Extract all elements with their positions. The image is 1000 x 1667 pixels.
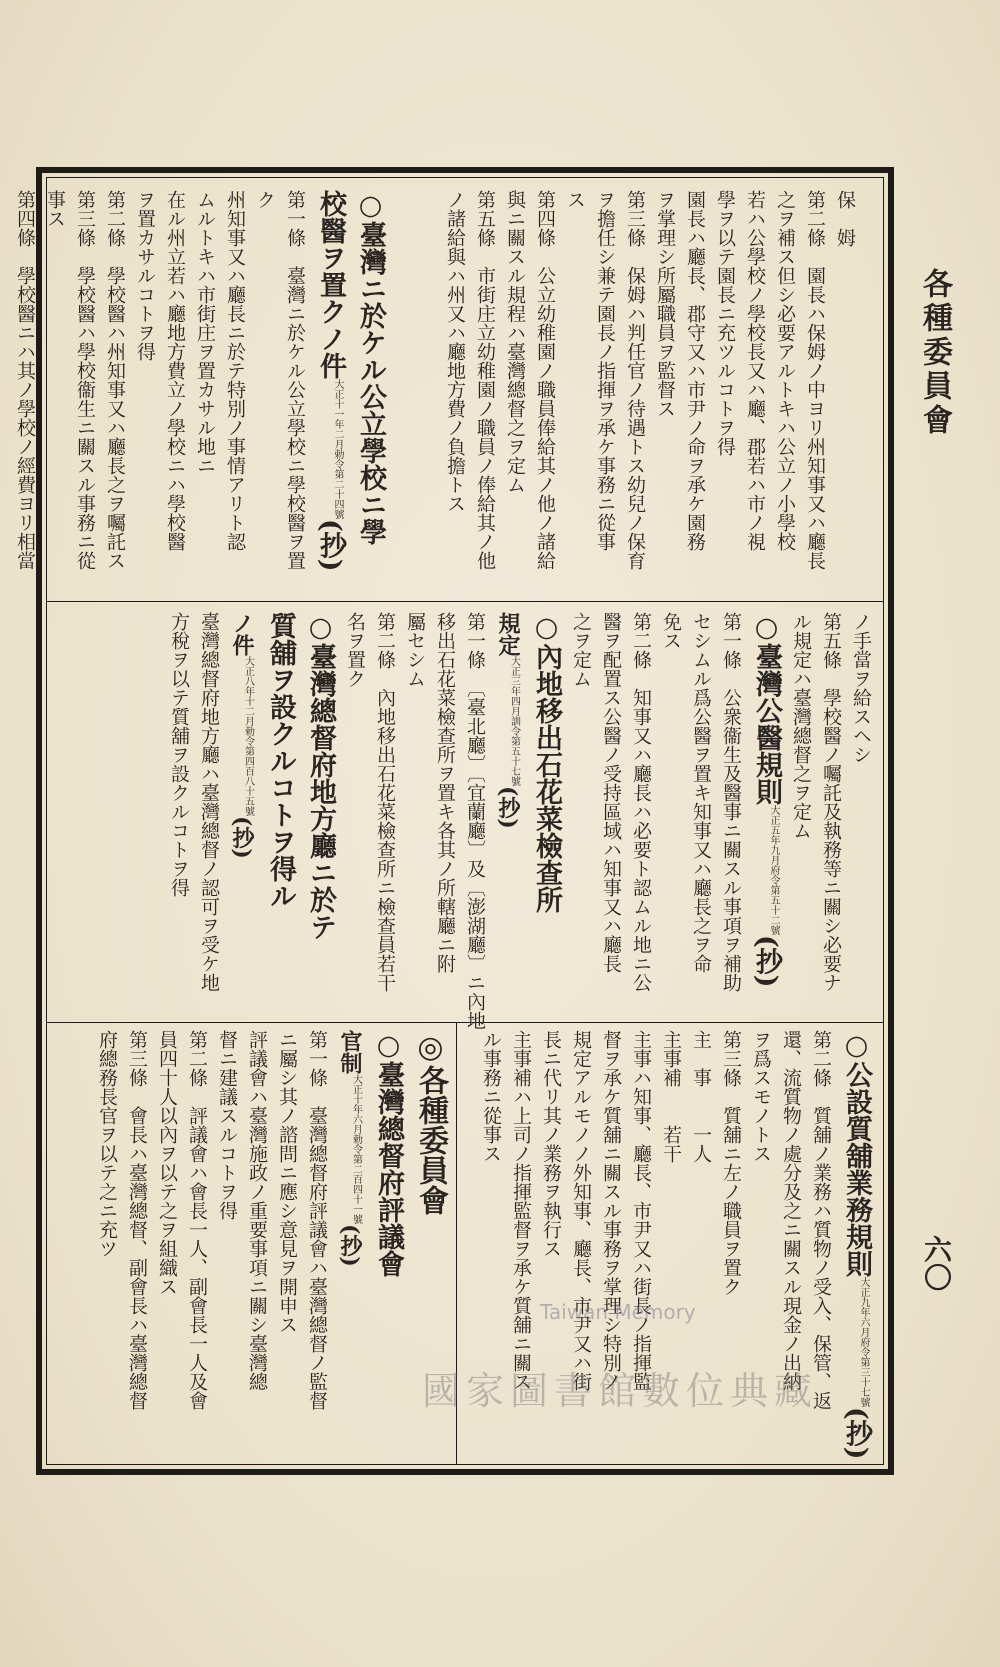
public-doctor-title: ○臺灣公醫規則大正五年九月府令第五十二號(抄): [751, 612, 782, 988]
school-doctor-title: ○臺灣ニ於ケル公立學校ニ學: [355, 190, 386, 545]
council-title: ○臺灣總督府評議會: [373, 1030, 404, 1277]
page-number: 六〇: [920, 1235, 953, 1291]
kindergarten-text: 保 姆 第二條 園長ハ保姆ノ中ヨリ州知事又ハ廳長 之ヲ補ス但シ必要アルトキハ公立ノ小學校 若ハ公學校ノ學校長又ハ廳、郡若ハ市ノ視 學ヲ以テ園長ニ充ツルコトヲ得 園長ハ廳長、郡守又ハ市尹ノ命ヲ承ケ園務 ヲ掌理シ所屬職員ヲ監督ス 第三條 保姆ハ判任官ノ待遇トス幼兒ノ保育 ヲ擔任シ兼テ園長ノ指揮ヲ承ケ事務ニ從事 ス 第四條 公立幼稚園ノ職員俸給其ノ他ノ諸給 與ニ關スル規程ハ臺灣總督之ヲ定ム 第五條 市街庄立幼稚園ノ職員ノ俸給其ノ他 ノ諸給與ハ州又ハ廳地方費ノ負擔トス: [444, 190, 856, 570]
watermark-main: 國家圖書館數位典藏: [421, 1369, 818, 1413]
school-doctor-title-cont: 校醫ヲ置クノ件大正十一年二月勅令第二十四號(抄): [315, 190, 346, 572]
pawn-title: ○臺灣總督府地方廳ニ於テ: [305, 612, 336, 940]
council-article: ◎各種委員會 ○臺灣總督府評議會 官制大正十年六月勅令第二百四十一號(抄) 第一條 臺灣總督府評議會ハ臺灣總督ノ監督 ニ屬シ其ノ諮問ニ應シ意見ヲ開申ス 評議會ハ臺灣施政ノ重要事項ニ關シ臺灣總 督ニ建議スルコトヲ得 第二條 評議會ハ會長一人、副會長一人及會 員四十人以內ヲ以テ之ヲ組織ス 第三條 會長ハ臺灣總督、副會長ハ臺灣總督 府總務長官ヲ以テ之ニ充ツ: [56, 1030, 452, 1460]
pawn-rules-title: ○公設質舖業務規則大正九年六月府令第三十七號(抄): [841, 1030, 872, 1460]
pawn-title-cont2: ノ件大正八年十二月勅令第四百八十五號(抄): [229, 612, 255, 859]
school-doctor-article: ○臺灣ニ於ケル公立學校ニ學 校醫ヲ置クノ件大正十一年二月勅令第二十四號(抄) 第一條 臺灣ニ於ケル公立學校ニ學校醫ヲ置 ク 州知事又ハ廳長ニ於テ特別ノ事情アリト認 ムルトキハ市街庄ヲ置カサル地ニ 在ル州立若ハ廳地方費立ノ學校ニハ學校醫 ヲ置カサルコトヲ得 第二條 學校醫ハ州知事又ハ廳長之ヲ囑託ス 第三條 學校醫ハ學校衞生ニ關スル事務ニ從 事ス 第四條 學校醫ニハ其ノ學校ノ經費ヨリ相當: [56, 190, 390, 595]
council-title-cont: 官制大正十年六月勅令第二百四十一號(抄): [337, 1030, 363, 1267]
pawn-title-cont: 質舖ヲ設クルコトヲ得ル: [265, 612, 296, 909]
watermark-sub: Taiwan Memory: [540, 1300, 696, 1324]
section-divider-top: [46, 601, 884, 602]
pawn-rules-article: ○公設質舖業務規則大正九年六月府令第三十七號(抄) 第二條 質舖ノ業務ハ質物ノ受入、保管、返 還、流質物ノ處分及之ニ關スル現金ノ出納 ヲ爲スモノトス 第三條 質舖ニ左ノ職員ヲ置ク 主 事 一人 主事補 若干 主事ハ知事、廳長、市尹又ハ街長ノ指揮監 督ヲ承ケ質舖ニ關スル事務ヲ掌理シ特別ノ 規定アルモノノ外知事、廳長、市尹又ハ街 長ニ代リ其ノ業務ヲ執行ス 主事補ハ上司ノ指揮監督ヲ承ケ質舖ニ關ス ル事務ニ從事ス: [462, 1030, 876, 1460]
running-head: 各種委員會: [917, 268, 952, 438]
section-heading: ◎各種委員會: [413, 1030, 448, 1215]
inspection-title: ○內地移出石花菜檢查所: [531, 612, 562, 913]
inspection-title-cont: 規定大正三年四月訓令第五十七號(抄): [495, 612, 521, 829]
library-watermark: [340, 1300, 900, 1460]
middle-articles: ノ手當ヲ給スヘシ 第五條 學校醫ノ囑託及執務等ニ關シ必要ナ ル規定ハ臺灣總督之ヲ定ム ○臺灣公醫規則大正五年九月府令第五十二號(抄) 第一條 公衆衞生及醫事ニ關スル事項ヲ補助 セシムル爲公醫ヲ置キ知事又ハ廳長之ヲ命 免ス 第二條 知事又ハ廳長ハ必要ト認ムル地ニ公 醫ヲ配置ス公醫ノ受持區域ハ知事又ハ廳長 之ヲ定ム ○內地移出石花菜檢查所 規定大正三年四月訓令第五十七號(抄) 第一條 〔臺北廳〕〔宜蘭廳〕及〔澎湖廳〕ニ內地 移出石花菜檢查所ヲ置キ各其ノ所轄廳ニ附 屬セシム 第二條 內地移出石花菜檢查所ニ檢查員若干 名ヲ置ク ○臺灣總督府地方廳ニ於テ 質舖ヲ設クルコトヲ得ル ノ件大正八年十二月勅令第四百八十五號(抄) 臺灣總督府地方廳ハ臺灣總督ノ認可ヲ受ケ地 方稅ヲ以テ質舖ヲ設クルコトヲ得: [168, 612, 872, 1030]
